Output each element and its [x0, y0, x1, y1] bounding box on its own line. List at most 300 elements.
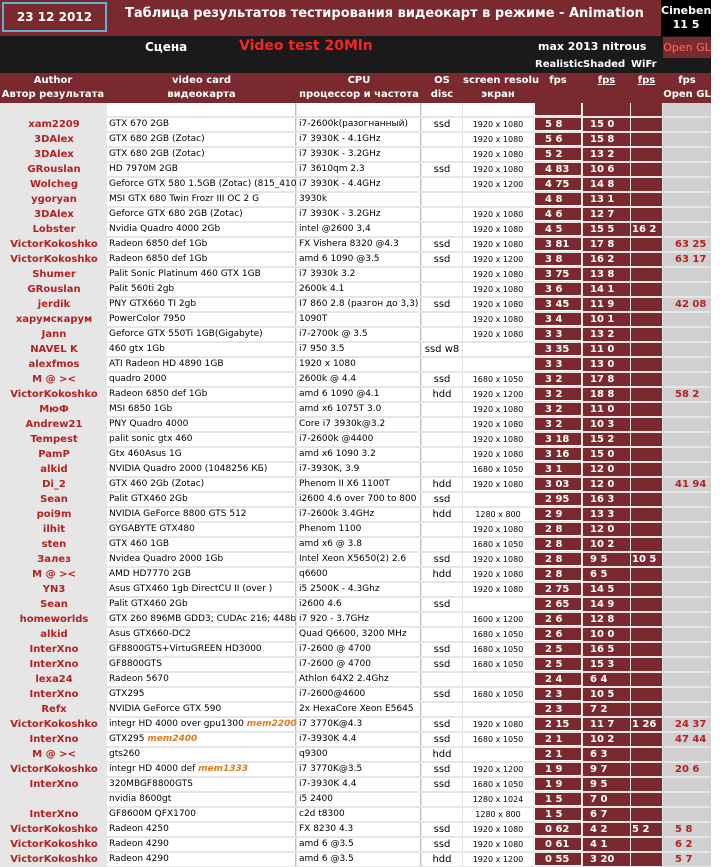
cpu-cell[interactable]: amd 6 1090 @4.1 [297, 388, 421, 401]
resolution-cell[interactable] [463, 598, 533, 611]
os-cell[interactable]: hdd [422, 508, 462, 521]
card-cell[interactable] [107, 763, 296, 776]
os-cell[interactable] [422, 463, 462, 476]
author-cell[interactable]: Refx [2, 703, 106, 716]
cpu-cell[interactable]: 2600k @ 4.4 [297, 373, 421, 386]
shaded-fps-cell[interactable]: 7 0 [583, 793, 630, 806]
card-cell[interactable] [107, 208, 296, 221]
shaded-fps-cell[interactable]: 15 0 [583, 118, 630, 131]
os-cell[interactable]: ssd [422, 238, 462, 251]
cpu-cell[interactable]: q6600 [297, 568, 421, 581]
realistic-fps-cell[interactable]: 2 6 [534, 613, 582, 626]
author-cell[interactable]: VictorKokoshko [2, 763, 106, 776]
cpu-cell[interactable]: amd 6 1090 @3.5 [297, 253, 421, 266]
shaded-fps-cell[interactable]: 12 7 [583, 208, 630, 221]
author-cell[interactable]: lexa24 [2, 673, 106, 686]
wifr-fps-cell[interactable] [631, 613, 662, 626]
card-cell[interactable] [107, 493, 296, 506]
wifr-fps-cell[interactable] [631, 178, 662, 191]
shaded-fps-cell[interactable]: 12 0 [583, 463, 630, 476]
realistic-fps-cell[interactable]: 4 75 [534, 178, 582, 191]
resolution-cell[interactable] [463, 703, 533, 716]
resolution-cell[interactable] [463, 358, 533, 371]
resolution-cell[interactable]: 1920 x 1200 [463, 388, 533, 401]
card-cell[interactable] [107, 193, 296, 206]
wifr-fps-cell[interactable] [631, 538, 662, 551]
author-cell[interactable]: Lobster [2, 223, 106, 236]
opengl-fps-cell[interactable] [663, 508, 711, 521]
os-cell[interactable] [422, 403, 462, 416]
wifr-fps-cell[interactable] [631, 448, 662, 461]
os-cell[interactable] [422, 448, 462, 461]
author-cell[interactable]: ygoryan [2, 193, 106, 206]
os-cell[interactable]: ssd w8 [422, 343, 462, 356]
opengl-fps-cell[interactable] [663, 808, 711, 821]
resolution-cell[interactable]: 1920 x 1080 [463, 583, 533, 596]
shaded-fps-cell[interactable]: 9 7 [583, 763, 630, 776]
cpu-cell[interactable]: Phenom II X6 1100T [297, 478, 421, 491]
opengl-fps-cell[interactable]: 58 2 [663, 388, 711, 401]
cpu-cell[interactable]: i7 3930K - 3.2GHz [297, 148, 421, 161]
shaded-fps-cell[interactable]: 13 0 [583, 358, 630, 371]
card-cell[interactable] [107, 388, 296, 401]
shaded-fps-cell[interactable]: 13 1 [583, 193, 630, 206]
cpu-cell[interactable]: amd x6 1075T 3.0 [297, 403, 421, 416]
realistic-fps-cell[interactable]: 3 4 [534, 313, 582, 326]
shaded-fps-cell[interactable]: 16 3 [583, 493, 630, 506]
realistic-fps-cell[interactable]: 4 8 [534, 193, 582, 206]
author-cell[interactable]: InterXno [2, 808, 106, 821]
resolution-cell[interactable]: 1920 x 1080 [463, 208, 533, 221]
author-cell[interactable]: МюФ [2, 403, 106, 416]
os-cell[interactable]: hdd [422, 853, 462, 866]
card-cell[interactable] [107, 463, 296, 476]
author-cell[interactable]: InterXno [2, 643, 106, 656]
os-cell[interactable]: hdd [422, 478, 462, 491]
author-cell[interactable]: Andrew21 [2, 418, 106, 431]
cpu-cell[interactable]: i7 3930k 3.2 [297, 268, 421, 281]
card-cell[interactable] [107, 673, 296, 686]
card-cell[interactable] [107, 403, 296, 416]
wifr-fps-cell[interactable] [631, 793, 662, 806]
os-cell[interactable]: hdd [422, 388, 462, 401]
realistic-fps-cell[interactable]: 2 15 [534, 718, 582, 731]
shaded-fps-cell[interactable]: 13 2 [583, 328, 630, 341]
wifr-fps-cell[interactable] [631, 763, 662, 776]
author-cell[interactable]: sten [2, 538, 106, 551]
resolution-cell[interactable]: 1600 x 1200 [463, 613, 533, 626]
opengl-fps-cell[interactable] [663, 688, 711, 701]
card-cell[interactable] [107, 598, 296, 611]
opengl-fps-cell[interactable] [663, 703, 711, 716]
shaded-fps-cell[interactable]: 12 8 [583, 613, 630, 626]
resolution-cell[interactable]: 1280 x 800 [463, 508, 533, 521]
os-cell[interactable] [422, 178, 462, 191]
os-cell[interactable]: hdd [422, 568, 462, 581]
wifr-fps-cell[interactable] [631, 313, 662, 326]
card-cell[interactable] [107, 643, 296, 656]
opengl-fps-cell[interactable] [663, 598, 711, 611]
card-cell[interactable] [107, 298, 296, 311]
resolution-cell[interactable]: 1920 x 1080 [463, 298, 533, 311]
shaded-fps-cell[interactable]: 18 8 [583, 388, 630, 401]
wifr-fps-cell[interactable]: 10 5 [631, 553, 662, 566]
realistic-fps-cell[interactable]: 2 75 [534, 583, 582, 596]
card-cell[interactable] [107, 613, 296, 626]
shaded-fps-cell[interactable]: 13 8 [583, 268, 630, 281]
resolution-cell[interactable]: 1920 x 1080 [463, 568, 533, 581]
resolution-cell[interactable]: 1920 x 1080 [463, 238, 533, 251]
wifr-fps-cell[interactable] [631, 748, 662, 761]
resolution-cell[interactable] [463, 673, 533, 686]
os-cell[interactable]: ssd [422, 838, 462, 851]
author-cell[interactable]: jerdik [2, 298, 106, 311]
shaded-fps-cell[interactable]: 10 2 [583, 538, 630, 551]
wifr-fps-cell[interactable] [631, 388, 662, 401]
author-cell[interactable]: YN3 [2, 583, 106, 596]
shaded-fps-cell[interactable]: 15 2 [583, 433, 630, 446]
cpu-cell[interactable]: i7-2600 @ 4700 [297, 658, 421, 671]
author-cell[interactable]: Sean [2, 598, 106, 611]
opengl-fps-cell[interactable]: 42 08 [663, 298, 711, 311]
shaded-fps-cell[interactable]: 17 8 [583, 373, 630, 386]
resolution-cell[interactable]: 1920 x 1200 [463, 853, 533, 866]
opengl-fps-cell[interactable] [663, 373, 711, 386]
os-cell[interactable] [422, 223, 462, 236]
author-cell[interactable]: VictorKokoshko [2, 388, 106, 401]
os-cell[interactable] [422, 523, 462, 536]
shaded-fps-cell[interactable]: 15 5 [583, 223, 630, 236]
author-cell[interactable]: NAVEL K [2, 343, 106, 356]
realistic-fps-cell[interactable]: 4 5 [534, 223, 582, 236]
os-cell[interactable]: ssd [422, 643, 462, 656]
card-cell[interactable] [107, 268, 296, 281]
opengl-fps-cell[interactable] [663, 643, 711, 656]
realistic-fps-cell[interactable]: 3 6 [534, 283, 582, 296]
card-cell[interactable] [107, 358, 296, 371]
opengl-fps-cell[interactable] [663, 223, 711, 236]
opengl-fps-cell[interactable] [663, 613, 711, 626]
author-cell[interactable]: Jann [2, 328, 106, 341]
shaded-fps-cell[interactable]: 15 3 [583, 658, 630, 671]
opengl-fps-cell[interactable] [663, 193, 711, 206]
os-cell[interactable] [422, 418, 462, 431]
realistic-fps-cell[interactable]: 0 55 [534, 853, 582, 866]
realistic-fps-cell[interactable]: 4 83 [534, 163, 582, 176]
resolution-cell[interactable]: 1680 x 1050 [463, 373, 533, 386]
card-cell[interactable] [107, 253, 296, 266]
os-cell[interactable] [422, 313, 462, 326]
shaded-fps-cell[interactable]: 17 8 [583, 238, 630, 251]
cpu-cell[interactable]: Quad Q6600, 3200 MHz [297, 628, 421, 641]
author-cell[interactable]: InterXno [2, 658, 106, 671]
os-cell[interactable]: hdd [422, 748, 462, 761]
blank-ogl[interactable] [663, 103, 711, 116]
blank-card[interactable] [107, 103, 296, 116]
card-cell[interactable] [107, 823, 296, 836]
realistic-fps-cell[interactable]: 2 6 [534, 628, 582, 641]
author-cell[interactable]: Shumer [2, 268, 106, 281]
resolution-cell[interactable]: 1680 x 1050 [463, 463, 533, 476]
author-cell[interactable]: xam2209 [2, 118, 106, 131]
wifr-fps-cell[interactable] [631, 403, 662, 416]
realistic-fps-cell[interactable]: 5 6 [534, 133, 582, 146]
realistic-fps-cell[interactable]: 1 5 [534, 808, 582, 821]
blank-real[interactable] [534, 103, 582, 116]
shaded-fps-cell[interactable]: 15 8 [583, 133, 630, 146]
card-cell[interactable] [107, 523, 296, 536]
shaded-fps-cell[interactable]: 10 3 [583, 418, 630, 431]
cpu-cell[interactable]: i7-2600 @ 4700 [297, 643, 421, 656]
realistic-fps-cell[interactable]: 3 75 [534, 268, 582, 281]
card-cell[interactable] [107, 793, 296, 806]
wifr-fps-cell[interactable] [631, 478, 662, 491]
realistic-fps-cell[interactable]: 3 2 [534, 388, 582, 401]
author-cell[interactable]: M @ >< [2, 373, 106, 386]
resolution-cell[interactable]: 1680 x 1050 [463, 538, 533, 551]
os-cell[interactable]: ssd [422, 718, 462, 731]
shaded-fps-cell[interactable]: 12 0 [583, 523, 630, 536]
shaded-fps-cell[interactable]: 3 20 [583, 853, 630, 866]
author-cell[interactable]: VictorKokoshko [2, 238, 106, 251]
shaded-fps-cell[interactable]: 10 5 [583, 688, 630, 701]
shaded-fps-cell[interactable]: 11 9 [583, 298, 630, 311]
card-cell[interactable] [107, 508, 296, 521]
opengl-fps-cell[interactable] [663, 538, 711, 551]
cpu-cell[interactable]: i7-3930K 4.4 [297, 778, 421, 791]
cpu-cell[interactable]: i7-3930K, 3.9 [297, 463, 421, 476]
cpu-cell[interactable]: 3930k [297, 193, 421, 206]
os-cell[interactable]: ssd [422, 658, 462, 671]
author-cell[interactable]: Sean [2, 493, 106, 506]
realistic-fps-cell[interactable]: 3 81 [534, 238, 582, 251]
realistic-fps-cell[interactable]: 1 9 [534, 763, 582, 776]
cpu-cell[interactable]: i7-2600k(разогнанный) [297, 118, 421, 131]
realistic-fps-cell[interactable]: 2 65 [534, 598, 582, 611]
cpu-cell[interactable]: 2600k 4.1 [297, 283, 421, 296]
card-cell[interactable] [107, 238, 296, 251]
realistic-fps-cell[interactable]: 3 3 [534, 328, 582, 341]
cpu-cell[interactable]: 2x HexaCore Xeon E5645 [297, 703, 421, 716]
card-cell[interactable] [107, 433, 296, 446]
realistic-fps-cell[interactable]: 2 4 [534, 673, 582, 686]
shaded-fps-cell[interactable]: 16 5 [583, 643, 630, 656]
cpu-cell[interactable]: i7 920 - 3.7GHz [297, 613, 421, 626]
wifr-fps-cell[interactable] [631, 373, 662, 386]
resolution-cell[interactable]: 1920 x 1080 [463, 163, 533, 176]
shaded-fps-cell[interactable]: 14 8 [583, 178, 630, 191]
card-cell[interactable] [107, 478, 296, 491]
cpu-cell[interactable]: i7 3610qm 2.3 [297, 163, 421, 176]
realistic-fps-cell[interactable]: 3 2 [534, 403, 582, 416]
author-cell[interactable]: GRouslan [2, 163, 106, 176]
author-cell[interactable]: InterXno [2, 733, 106, 746]
os-cell[interactable]: ssd [422, 823, 462, 836]
resolution-cell[interactable]: 1920 x 1200 [463, 178, 533, 191]
opengl-fps-cell[interactable] [663, 358, 711, 371]
cpu-cell[interactable]: i7-3930K 4.4 [297, 733, 421, 746]
card-cell[interactable] [107, 418, 296, 431]
os-cell[interactable] [422, 703, 462, 716]
realistic-fps-cell[interactable]: 3 8 [534, 253, 582, 266]
cpu-cell[interactable]: c2d t8300 [297, 808, 421, 821]
os-cell[interactable]: ssd [422, 598, 462, 611]
wifr-fps-cell[interactable] [631, 118, 662, 131]
cpu-cell[interactable]: i2600 4.6 over 700 to 800 [297, 493, 421, 506]
shaded-fps-cell[interactable]: 9 5 [583, 553, 630, 566]
shaded-fps-cell[interactable]: 14 9 [583, 598, 630, 611]
resolution-cell[interactable]: 1920 x 1080 [463, 223, 533, 236]
resolution-cell[interactable]: 1920 x 1080 [463, 133, 533, 146]
opengl-fps-cell[interactable] [663, 403, 711, 416]
wifr-fps-cell[interactable] [631, 193, 662, 206]
opengl-fps-cell[interactable] [663, 463, 711, 476]
realistic-fps-cell[interactable]: 0 62 [534, 823, 582, 836]
card-cell[interactable] [107, 718, 296, 731]
card-cell[interactable] [107, 313, 296, 326]
cpu-cell[interactable]: i7-2600k @4400 [297, 433, 421, 446]
realistic-fps-cell[interactable]: 2 3 [534, 703, 582, 716]
opengl-fps-cell[interactable] [663, 163, 711, 176]
resolution-cell[interactable]: 1680 x 1050 [463, 658, 533, 671]
opengl-fps-cell[interactable] [663, 448, 711, 461]
opengl-fps-cell[interactable]: 63 17 [663, 253, 711, 266]
card-cell[interactable] [107, 283, 296, 296]
resolution-cell[interactable]: 1920 x 1080 [463, 328, 533, 341]
os-cell[interactable]: ssd [422, 253, 462, 266]
realistic-fps-cell[interactable]: 2 9 [534, 508, 582, 521]
author-cell[interactable]: homeworlds [2, 613, 106, 626]
wifr-fps-cell[interactable] [631, 433, 662, 446]
cpu-cell[interactable]: Phenom 1100 [297, 523, 421, 536]
wifr-fps-cell[interactable] [631, 658, 662, 671]
realistic-fps-cell[interactable]: 3 16 [534, 448, 582, 461]
cpu-cell[interactable]: i5 2400 [297, 793, 421, 806]
opengl-fps-cell[interactable]: 20 6 [663, 763, 711, 776]
resolution-cell[interactable]: 1920 x 1200 [463, 253, 533, 266]
realistic-fps-cell[interactable]: 3 2 [534, 418, 582, 431]
realistic-fps-cell[interactable]: 4 6 [534, 208, 582, 221]
realistic-fps-cell[interactable]: 2 95 [534, 493, 582, 506]
shaded-fps-cell[interactable]: 6 7 [583, 808, 630, 821]
shaded-fps-cell[interactable]: 10 1 [583, 313, 630, 326]
cpu-cell[interactable]: amd 6 @3.5 [297, 838, 421, 851]
card-cell[interactable] [107, 688, 296, 701]
cpu-cell[interactable]: amd x6 1090 3.2 [297, 448, 421, 461]
wifr-fps-cell[interactable] [631, 598, 662, 611]
wifr-fps-cell[interactable] [631, 463, 662, 476]
os-cell[interactable]: ssd [422, 163, 462, 176]
blank-cpu[interactable] [297, 103, 421, 116]
realistic-fps-cell[interactable]: 2 1 [534, 748, 582, 761]
os-cell[interactable] [422, 193, 462, 206]
card-cell[interactable] [107, 568, 296, 581]
wifr-fps-cell[interactable] [631, 163, 662, 176]
shaded-fps-cell[interactable]: 6 5 [583, 568, 630, 581]
shaded-fps-cell[interactable]: 10 0 [583, 628, 630, 641]
opengl-fps-cell[interactable] [663, 673, 711, 686]
opengl-fps-cell[interactable] [663, 493, 711, 506]
realistic-fps-cell[interactable]: 3 45 [534, 298, 582, 311]
opengl-fps-cell[interactable] [663, 628, 711, 641]
cpu-cell[interactable]: Athlon 64X2 2.4Ghz [297, 673, 421, 686]
resolution-cell[interactable]: 1920 x 1080 [463, 283, 533, 296]
resolution-cell[interactable]: 1920 x 1080 [463, 403, 533, 416]
wifr-fps-cell[interactable] [631, 268, 662, 281]
shaded-fps-cell[interactable]: 13 2 [583, 148, 630, 161]
blank-wifr[interactable] [631, 103, 662, 116]
opengl-fps-cell[interactable] [663, 313, 711, 326]
os-cell[interactable] [422, 148, 462, 161]
os-cell[interactable] [422, 208, 462, 221]
shaded-fps-cell[interactable]: 15 0 [583, 448, 630, 461]
author-cell[interactable]: VictorKokoshko [2, 853, 106, 866]
os-cell[interactable] [422, 283, 462, 296]
os-cell[interactable]: ssd [422, 733, 462, 746]
wifr-fps-cell[interactable]: 16 2 [631, 223, 662, 236]
opengl-fps-cell[interactable] [663, 418, 711, 431]
author-cell[interactable]: VictorKokoshko [2, 838, 106, 851]
resolution-cell[interactable]: 1920 x 1080 [463, 313, 533, 326]
shaded-fps-cell[interactable]: 11 0 [583, 403, 630, 416]
resolution-cell[interactable]: 1920 x 1080 [463, 448, 533, 461]
realistic-fps-cell[interactable]: 2 5 [534, 643, 582, 656]
shaded-fps-cell[interactable]: 14 1 [583, 283, 630, 296]
blank-res[interactable] [463, 103, 533, 116]
realistic-fps-cell[interactable]: 3 3 [534, 358, 582, 371]
author-cell[interactable]: Di_2 [2, 478, 106, 491]
wifr-fps-cell[interactable] [631, 733, 662, 746]
author-cell[interactable]: InterXno [2, 688, 106, 701]
os-cell[interactable]: ssd [422, 778, 462, 791]
author-cell[interactable]: VictorKokoshko [2, 718, 106, 731]
cpu-cell[interactable]: i7 950 3.5 [297, 343, 421, 356]
card-cell[interactable] [107, 448, 296, 461]
shaded-fps-cell[interactable]: 4 2 [583, 823, 630, 836]
realistic-fps-cell[interactable]: 2 8 [534, 568, 582, 581]
os-cell[interactable]: ssd [422, 298, 462, 311]
resolution-cell[interactable]: 1680 x 1050 [463, 688, 533, 701]
cpu-cell[interactable]: i7-2700k @ 3.5 [297, 328, 421, 341]
opengl-fps-cell[interactable] [663, 778, 711, 791]
resolution-cell[interactable]: 1280 x 1024 [463, 793, 533, 806]
wifr-fps-cell[interactable] [631, 838, 662, 851]
shaded-fps-cell[interactable]: 12 0 [583, 478, 630, 491]
realistic-fps-cell[interactable]: 2 1 [534, 733, 582, 746]
realistic-fps-cell[interactable]: 1 9 [534, 778, 582, 791]
cpu-cell[interactable]: amd 6 @3.5 [297, 853, 421, 866]
opengl-fps-cell[interactable] [663, 133, 711, 146]
os-cell[interactable]: ssd [422, 688, 462, 701]
wifr-fps-cell[interactable] [631, 493, 662, 506]
author-cell[interactable]: VictorKokoshko [2, 823, 106, 836]
card-cell[interactable] [107, 628, 296, 641]
opengl-fps-cell[interactable]: 47 44 [663, 733, 711, 746]
os-cell[interactable] [422, 358, 462, 371]
resolution-cell[interactable]: 1680 x 1050 [463, 778, 533, 791]
card-cell[interactable] [107, 163, 296, 176]
resolution-cell[interactable]: 1920 x 1200 [463, 763, 533, 776]
wifr-fps-cell[interactable] [631, 418, 662, 431]
realistic-fps-cell[interactable]: 5 8 [534, 118, 582, 131]
cpu-cell[interactable]: 1090T [297, 313, 421, 326]
resolution-cell[interactable]: 1920 x 1080 [463, 478, 533, 491]
cpu-cell[interactable]: i7 3770K@4.3 [297, 718, 421, 731]
author-cell[interactable]: Tempest [2, 433, 106, 446]
card-cell[interactable] [107, 853, 296, 866]
os-cell[interactable] [422, 268, 462, 281]
os-cell[interactable] [422, 133, 462, 146]
